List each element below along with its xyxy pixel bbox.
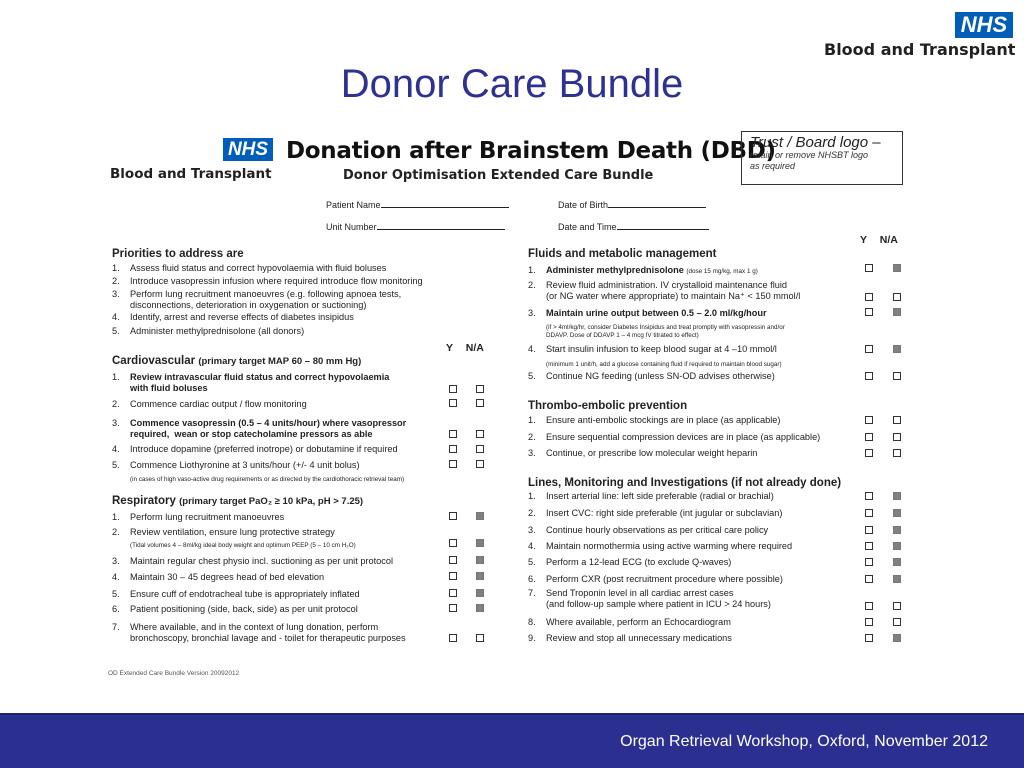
checkbox-y[interactable] (865, 558, 873, 566)
checkbox-na[interactable] (893, 433, 901, 441)
checkbox-na[interactable] (476, 385, 484, 393)
date-time-field: Date and Time (558, 220, 709, 232)
checkbox-y[interactable] (865, 264, 873, 272)
checkbox-y[interactable] (865, 602, 873, 610)
checkbox-na-shaded (476, 604, 484, 612)
checkbox-na-shaded (893, 634, 901, 642)
doc-org-name: Blood and Transplant (110, 166, 272, 182)
checkbox-y[interactable] (865, 509, 873, 517)
doc-title: Donation after Brainstem Death (DBD) (286, 138, 776, 164)
thrombo-heading: Thrombo-embolic prevention (528, 400, 688, 412)
checkbox-y[interactable] (865, 293, 873, 301)
lines-heading: Lines, Monitoring and Investigations (if not already done) (528, 477, 842, 489)
trust-logo-placeholder (741, 131, 903, 185)
checkbox-na[interactable] (893, 372, 901, 380)
checkbox-na-shaded (893, 575, 901, 583)
checkbox-y[interactable] (865, 618, 873, 626)
trust-logo-note: retain or remove NHSBT logo as required (750, 150, 869, 171)
checkbox-y[interactable] (449, 460, 457, 468)
checkbox-na[interactable] (476, 430, 484, 438)
doc-subtitle: Donor Optimisation Extended Care Bundle (343, 168, 654, 183)
priorities-heading: Priorities to address are (112, 248, 244, 260)
checkbox-na-shaded (893, 526, 901, 534)
checkbox-na[interactable] (476, 460, 484, 468)
checkbox-y[interactable] (865, 416, 873, 424)
checkbox-na-shaded (893, 492, 901, 500)
resp-note: (Tidal volumes 4 – 8ml/kg ideal body weight and optimum PEEP (5 – 10 cm H₂O) (130, 542, 356, 549)
dob-field: Date of Birth (558, 198, 706, 210)
checkbox-y[interactable] (865, 575, 873, 583)
checkbox-na[interactable] (893, 416, 901, 424)
checkbox-na-shaded (893, 558, 901, 566)
version-note: OD Extended Care Bundle Version 20092012 (108, 670, 240, 677)
checkbox-y[interactable] (865, 372, 873, 380)
checkbox-na[interactable] (476, 634, 484, 642)
checkbox-na-shaded (476, 512, 484, 520)
doc-nhs-logo: NHS (223, 138, 273, 161)
checkbox-na-shaded (476, 589, 484, 597)
checkbox-y[interactable] (865, 433, 873, 441)
checkbox-na-shaded (893, 264, 901, 272)
checkbox-y[interactable] (449, 512, 457, 520)
checkbox-na[interactable] (893, 618, 901, 626)
yn-header-right: Y N/A (860, 234, 898, 246)
checkbox-y[interactable] (449, 385, 457, 393)
checkbox-y[interactable] (865, 308, 873, 316)
checkbox-na-shaded (893, 509, 901, 517)
trust-logo-title: Trust / Board logo – (750, 134, 881, 151)
checkbox-y[interactable] (865, 634, 873, 642)
checkbox-y[interactable] (865, 542, 873, 550)
checkbox-na-shaded (893, 345, 901, 353)
unit-number-field: Unit Number (326, 220, 505, 232)
checkbox-y[interactable] (449, 572, 457, 580)
checkbox-na-shaded (893, 542, 901, 550)
fluids-note-4: (minimum 1 unit/h, add a glucose containing fluid if required to maintain blood sugar) (546, 361, 782, 368)
nhs-logo: NHS (955, 12, 1013, 38)
cardio-note: (in cases of high vaso-active drug requirements or as directed by the cardiothoracic retrieval team) (130, 476, 405, 483)
checkbox-y[interactable] (865, 526, 873, 534)
cardiovascular-heading: Cardiovascular (primary target MAP 60 – 80 mm Hg) (112, 355, 362, 367)
footer-divider (0, 713, 1024, 715)
checkbox-na-shaded (893, 308, 901, 316)
checkbox-y[interactable] (449, 445, 457, 453)
checkbox-na-shaded (476, 572, 484, 580)
checkbox-y[interactable] (449, 399, 457, 407)
checkbox-y[interactable] (449, 589, 457, 597)
checkbox-na[interactable] (476, 445, 484, 453)
org-name: Blood and Transplant (824, 40, 1016, 59)
checkbox-y[interactable] (865, 345, 873, 353)
care-bundle-document: NHS Blood and Transplant Donation after Brainstem Death (DBD) Donor Optimisation Extended Care Bundle Trust / Board logo – retain or remove NHSBT logo as required Patient Name Unit Number Date of Birth Date and Time Priorities to address are 1. Assess fluid status and correct hypovolaemia with fluid boluses 2. Introduce vasopressin infusion where required introduce flow monitoring 3. Perform lung recruitment manoeuvres (e.g. following apnoea tests, disconnections, deterioration in oxygenation or suctioning) 4. Identify, arrest and reverse effects of diabetes insipidus 5. Administer methylprednisolone (all donors) Cardiovascular (primary target MAP 60 – 80 mm Hg) Y N/A 1. Review intravascular fluid status and correct hypovolaemia with fluid boluses 2. Commence cardiac output / flow monitoring 3. Commence vasopressin (0.5 – 4 units/hour) where vasopressor required, wean or stop catecholamine pressors as able 4. Introduce dopamine (preferred inotrope) or dobutamine if required 5. Commence Liothyronine at 3 units/hour (+/- 4 unit bolus) (in cases of high vaso-active drug requirements or as directed by the cardiothoracic retrieval team) Respiratory (primary target PaO₂ ≥ 10 kPa, pH > 7.25) 1. Perform lung recruitment manoeuvres 2. Review ventilation, ensure lung protective strategy (Tidal volumes 4 – 8ml/kg ideal body weight and optimum PEEP (5 – 10 cm H₂O) 3. Maintain regular chest physio incl. suctioning as per unit protocol 4. Maintain 30 – 45 degrees head of bed elevation 5. Ensure cuff of endotracheal tube is appropriately inflated 6. Patient positioning (side, back, side) as per unit protocol 7. Where available, and in the context of lung donation, perform bronchoscopy, bronchial lavage and - toilet for therapeutic purposes OD Extended Care Bundle Version 20092012 Y N/A Fluids and metabolic management 1. Administer methylprednisolone (dose 15 mg/kg, max 1 g) 2. Review fluid administration. IV crystalloid maintenance fluid (or NG water where appropriate) to maintain Na⁺ < 150 mmol/l 3. Maintain urine output between 0.5 – 2.0 ml/kg/hour (if > 4ml/kg/hr, consider Diabetes Insipidus and treat promptly with vasopressin and/or DDAVP. Dose of DDAVP 1 – 4 mcg IV titrated to effect) 4. Start insulin infusion to keep blood sugar at 4 –10 mmol/l (minimum 1 unit/h, add a glucose containing fluid if required to maintain blood sugar) 5. Continue NG feeding (unless SN-OD advises otherwise) Thrombo-embolic prevention 1. Ensure anti-embolic stockings are in place (as applicable) 2. Ensure sequential compression devices are in place (as applicable) 3. Continue, or prescribe low molecular weight heparin Lines, Monitoring and Investigations (if not already done) 1. Insert arterial line: left side preferable (radial or brachial) 2. Insert CVC: right side preferable (int jugular or subclavian) 3. Continue hourly observations as per critical care policy 4. Maintain normothermia using active warming where required 5. Perform a 12-lead ECG (to exclude Q-waves) 6. Perform CXR (post recruitment procedure where possible) 7. Send Troponin level in all cardiac arrest cases (and follow-up sample where patient in ICU > 24 hours) 8. Where available, perform an Echocardiogram 9. Review and stop all unnecessary medications (108, 128, 908, 688)
patient-name-field: Patient Name (326, 198, 509, 210)
checkbox-y[interactable] (449, 430, 457, 438)
checkbox-na-shaded (476, 539, 484, 547)
checkbox-y[interactable] (865, 492, 873, 500)
respiratory-heading: Respiratory (primary target PaO₂ ≥ 10 kPa, pH > 7.25) (112, 495, 364, 507)
footer-text: Organ Retrieval Workshop, Oxford, November 2012 (620, 733, 988, 750)
checkbox-na[interactable] (476, 399, 484, 407)
checkbox-y[interactable] (449, 634, 457, 642)
checkbox-y[interactable] (449, 556, 457, 564)
slide-title: Donor Care Bundle (340, 62, 684, 106)
checkbox-na[interactable] (893, 449, 901, 457)
checkbox-na[interactable] (893, 602, 901, 610)
checkbox-y[interactable] (865, 449, 873, 457)
checkbox-y[interactable] (449, 539, 457, 547)
checkbox-na[interactable] (893, 293, 901, 301)
fluids-heading: Fluids and metabolic management (528, 248, 717, 260)
fluids-note-3: (if > 4ml/kg/hr, consider Diabetes Insipidus and treat promptly with vasopressin and/or DDAVP. Dose of DDAVP 1 – 4 mcg IV titrated to effect) (546, 324, 785, 339)
yn-header-cardio: Y N/A (446, 342, 484, 354)
checkbox-y[interactable] (449, 604, 457, 612)
checkbox-na-shaded (476, 556, 484, 564)
